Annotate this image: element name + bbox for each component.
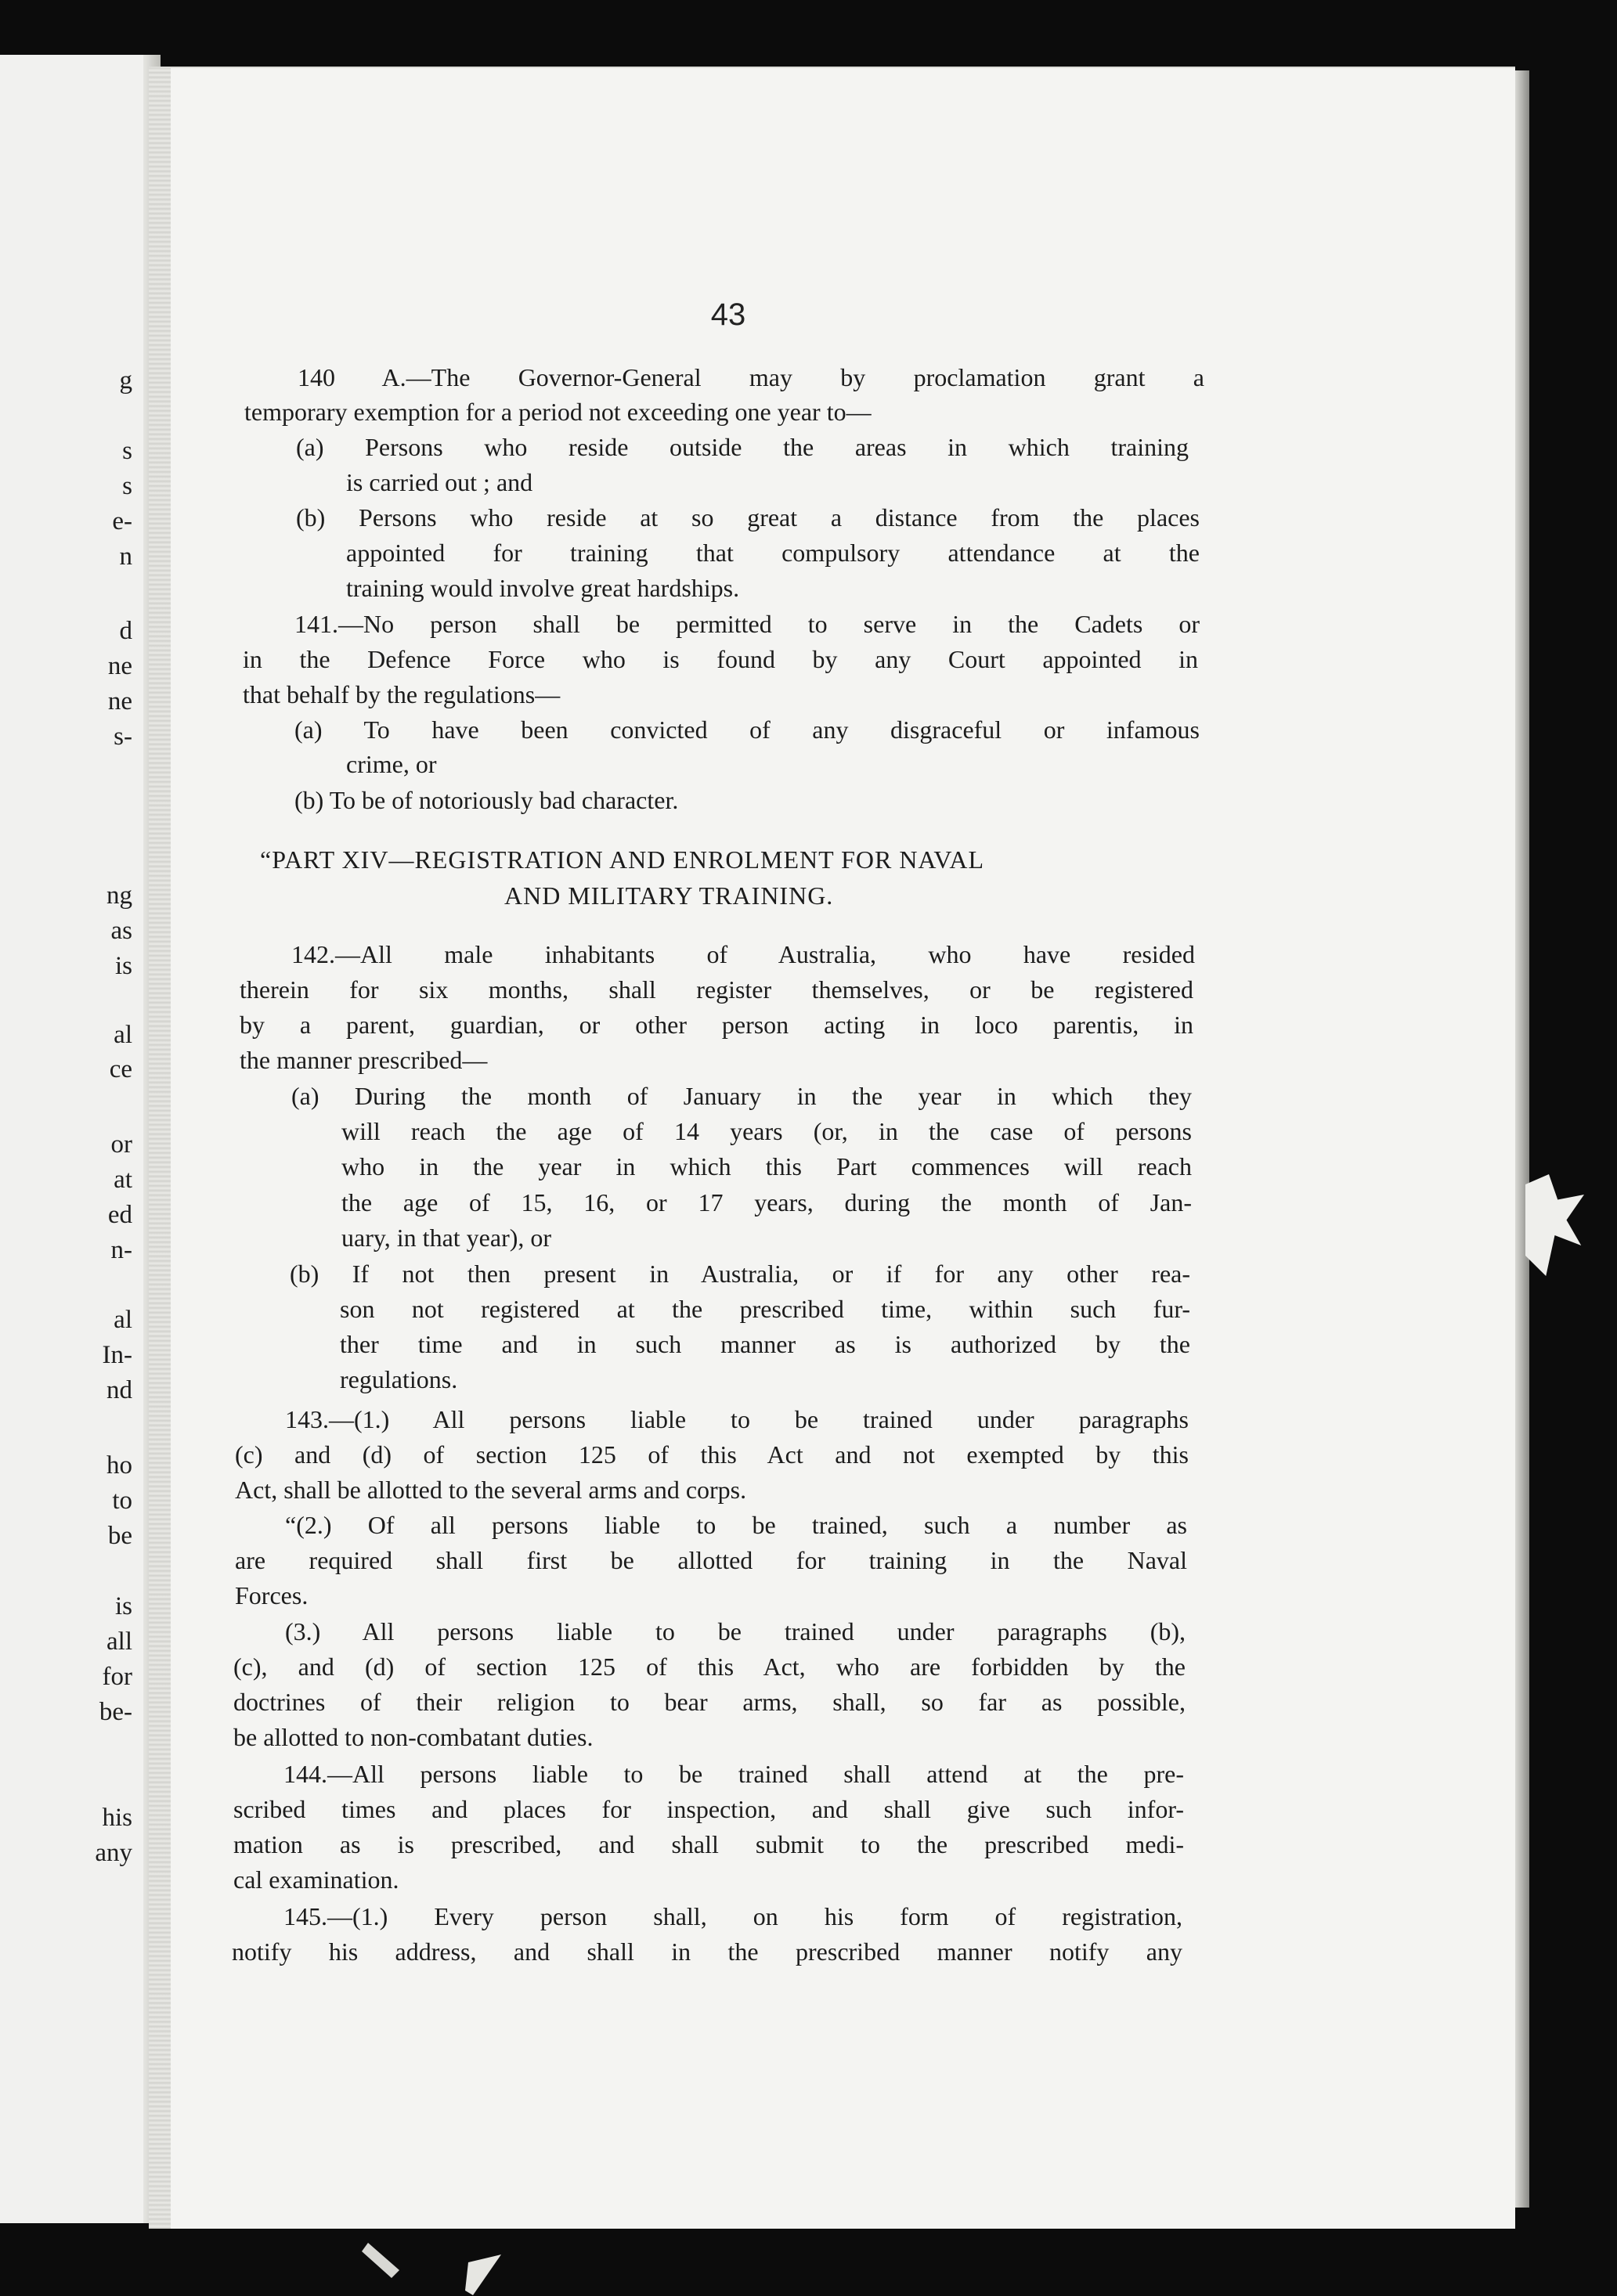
scan-debris: [0, 2223, 1617, 2296]
text-line: doctrines of their religion to bear arms, shall, so far as possible,: [233, 1688, 1186, 1716]
part-heading: “PART XIV—REGISTRATION AND ENROLMENT FOR NAVAL: [260, 845, 985, 874]
text-line: (a) Persons who reside outside the areas in which training: [296, 433, 1189, 461]
text-line: (3.) All persons liable to be trained under paragraphs (b),: [285, 1617, 1186, 1645]
text-line: 145.—(1.) Every person shall, on his form of registration,: [283, 1902, 1182, 1930]
left-page-fragment: be-: [99, 1698, 132, 1726]
text-line: 143.—(1.) All persons liable to be trained under paragraphs: [285, 1405, 1189, 1433]
text-line: temporary exemption for a period not exceeding one year to—: [244, 398, 872, 426]
text-line: will reach the age of 14 years (or, in the case of persons: [341, 1117, 1192, 1145]
left-page-fragment: his: [102, 1804, 132, 1832]
left-page-fragment: al: [114, 1306, 132, 1334]
text-line: crime, or: [346, 750, 437, 778]
left-page-fragment: ng: [106, 881, 132, 910]
left-page-fragment: nd: [106, 1376, 132, 1404]
text-line: that behalf by the regulations—: [243, 680, 561, 708]
text-line: (c) and (d) of section 125 of this Act and not exempted by this: [235, 1440, 1189, 1469]
text-line: the age of 15, 16, or 17 years, during the month of Jan-: [341, 1188, 1192, 1216]
text-line: training would involve great hardships.: [346, 574, 740, 602]
text-line: by a parent, guardian, or other person acting in loco parentis, in: [240, 1011, 1193, 1039]
left-page-fragment: ce: [109, 1055, 132, 1083]
left-page-fragment: for: [102, 1663, 132, 1691]
left-page-fragment: ne: [107, 652, 132, 680]
left-page-fragment: as: [110, 917, 132, 945]
text-line: therein for six months, shall register themselves, or be registered: [240, 975, 1193, 1004]
text-line: Forces.: [235, 1581, 309, 1609]
text-line: (b) To be of notoriously bad character.: [294, 786, 679, 814]
text-line: who in the year in which this Part commences will reach: [341, 1152, 1192, 1180]
left-page-fragment: n: [119, 542, 132, 571]
text-line: cal examination.: [233, 1865, 399, 1894]
part-heading: AND MILITARY TRAINING.: [504, 881, 834, 910]
left-page-fragment: s: [122, 472, 132, 500]
left-page-fragment: s-: [114, 723, 132, 751]
text-line: is carried out ; and: [346, 468, 533, 496]
left-page-fragment: is: [114, 1592, 132, 1620]
left-page-fragment: In-: [102, 1341, 132, 1369]
left-page-fragment: be: [107, 1522, 132, 1550]
left-page-fragment: ho: [106, 1451, 132, 1480]
text-line: 140 A.—The Governor-General may by proclamation grant a: [298, 363, 1204, 391]
left-page-fragment: d: [119, 617, 132, 645]
text-line: ther time and in such manner as is authorized by the: [340, 1330, 1190, 1358]
left-page-fragment: at: [114, 1166, 132, 1194]
text-line: (b) If not then present in Australia, or if for any other rea-: [290, 1260, 1190, 1288]
text-line: are required shall first be allotted for training in the Naval: [235, 1546, 1187, 1574]
page-spine-shadow: [149, 68, 171, 2229]
page-number: 43: [710, 297, 746, 332]
text-line: uary, in that year), or: [341, 1224, 552, 1252]
left-page-fragment: g: [119, 366, 132, 395]
left-page-fragment: all: [106, 1627, 132, 1656]
text-line: “(2.) Of all persons liable to be trained, such a number as: [285, 1511, 1187, 1539]
left-page-fragment: s: [122, 437, 132, 465]
left-page-fragment: e-: [112, 507, 132, 535]
left-page-fragment: any: [95, 1839, 132, 1867]
text-line: mation as is prescribed, and shall submit to the prescribed medi-: [233, 1830, 1184, 1858]
text-line: be allotted to non-combatant duties.: [233, 1723, 594, 1751]
text-line: 142.—All male inhabitants of Australia, who have resided: [291, 940, 1195, 968]
text-line: (a) During the month of January in the year in which they: [291, 1082, 1192, 1110]
left-page-fragment: n-: [110, 1236, 132, 1264]
left-page-fragment: al: [114, 1021, 132, 1049]
text-line: appointed for training that compulsory attendance at the: [346, 539, 1200, 567]
page-right-edge: [1515, 70, 1529, 2208]
left-page-fragment: to: [112, 1487, 132, 1515]
text-line: 144.—All persons liable to be trained shall attend at the pre-: [283, 1760, 1184, 1788]
text-line: (b) Persons who reside at so great a distance from the places: [296, 503, 1200, 532]
text-line: scribed times and places for inspection, and shall give such infor-: [233, 1795, 1184, 1823]
text-line: in the Defence Force who is found by any Court appointed in: [243, 645, 1198, 673]
left-page-fragment: ne: [107, 687, 132, 715]
text-line: (a) To have been convicted of any disgraceful or infamous: [294, 715, 1200, 744]
text-line: the manner prescribed—: [240, 1046, 488, 1074]
text-line: regulations.: [340, 1365, 458, 1393]
text-line: Act, shall be allotted to the several arms and corps.: [235, 1476, 747, 1504]
torn-paper-flag: [1525, 1174, 1584, 1276]
left-page-edge: [0, 55, 161, 2223]
left-page-fragment: or: [110, 1130, 132, 1159]
text-line: 141.—No person shall be permitted to serve in the Cadets or: [294, 610, 1200, 638]
text-line: son not registered at the prescribed time, within such fur-: [340, 1295, 1190, 1323]
left-page-fragment: ed: [107, 1201, 132, 1229]
text-line: (c), and (d) of section 125 of this Act, who are forbidden by the: [233, 1653, 1186, 1681]
left-page-fragment: is: [114, 952, 132, 980]
text-line: notify his address, and shall in the prescribed manner notify any: [232, 1937, 1182, 1966]
